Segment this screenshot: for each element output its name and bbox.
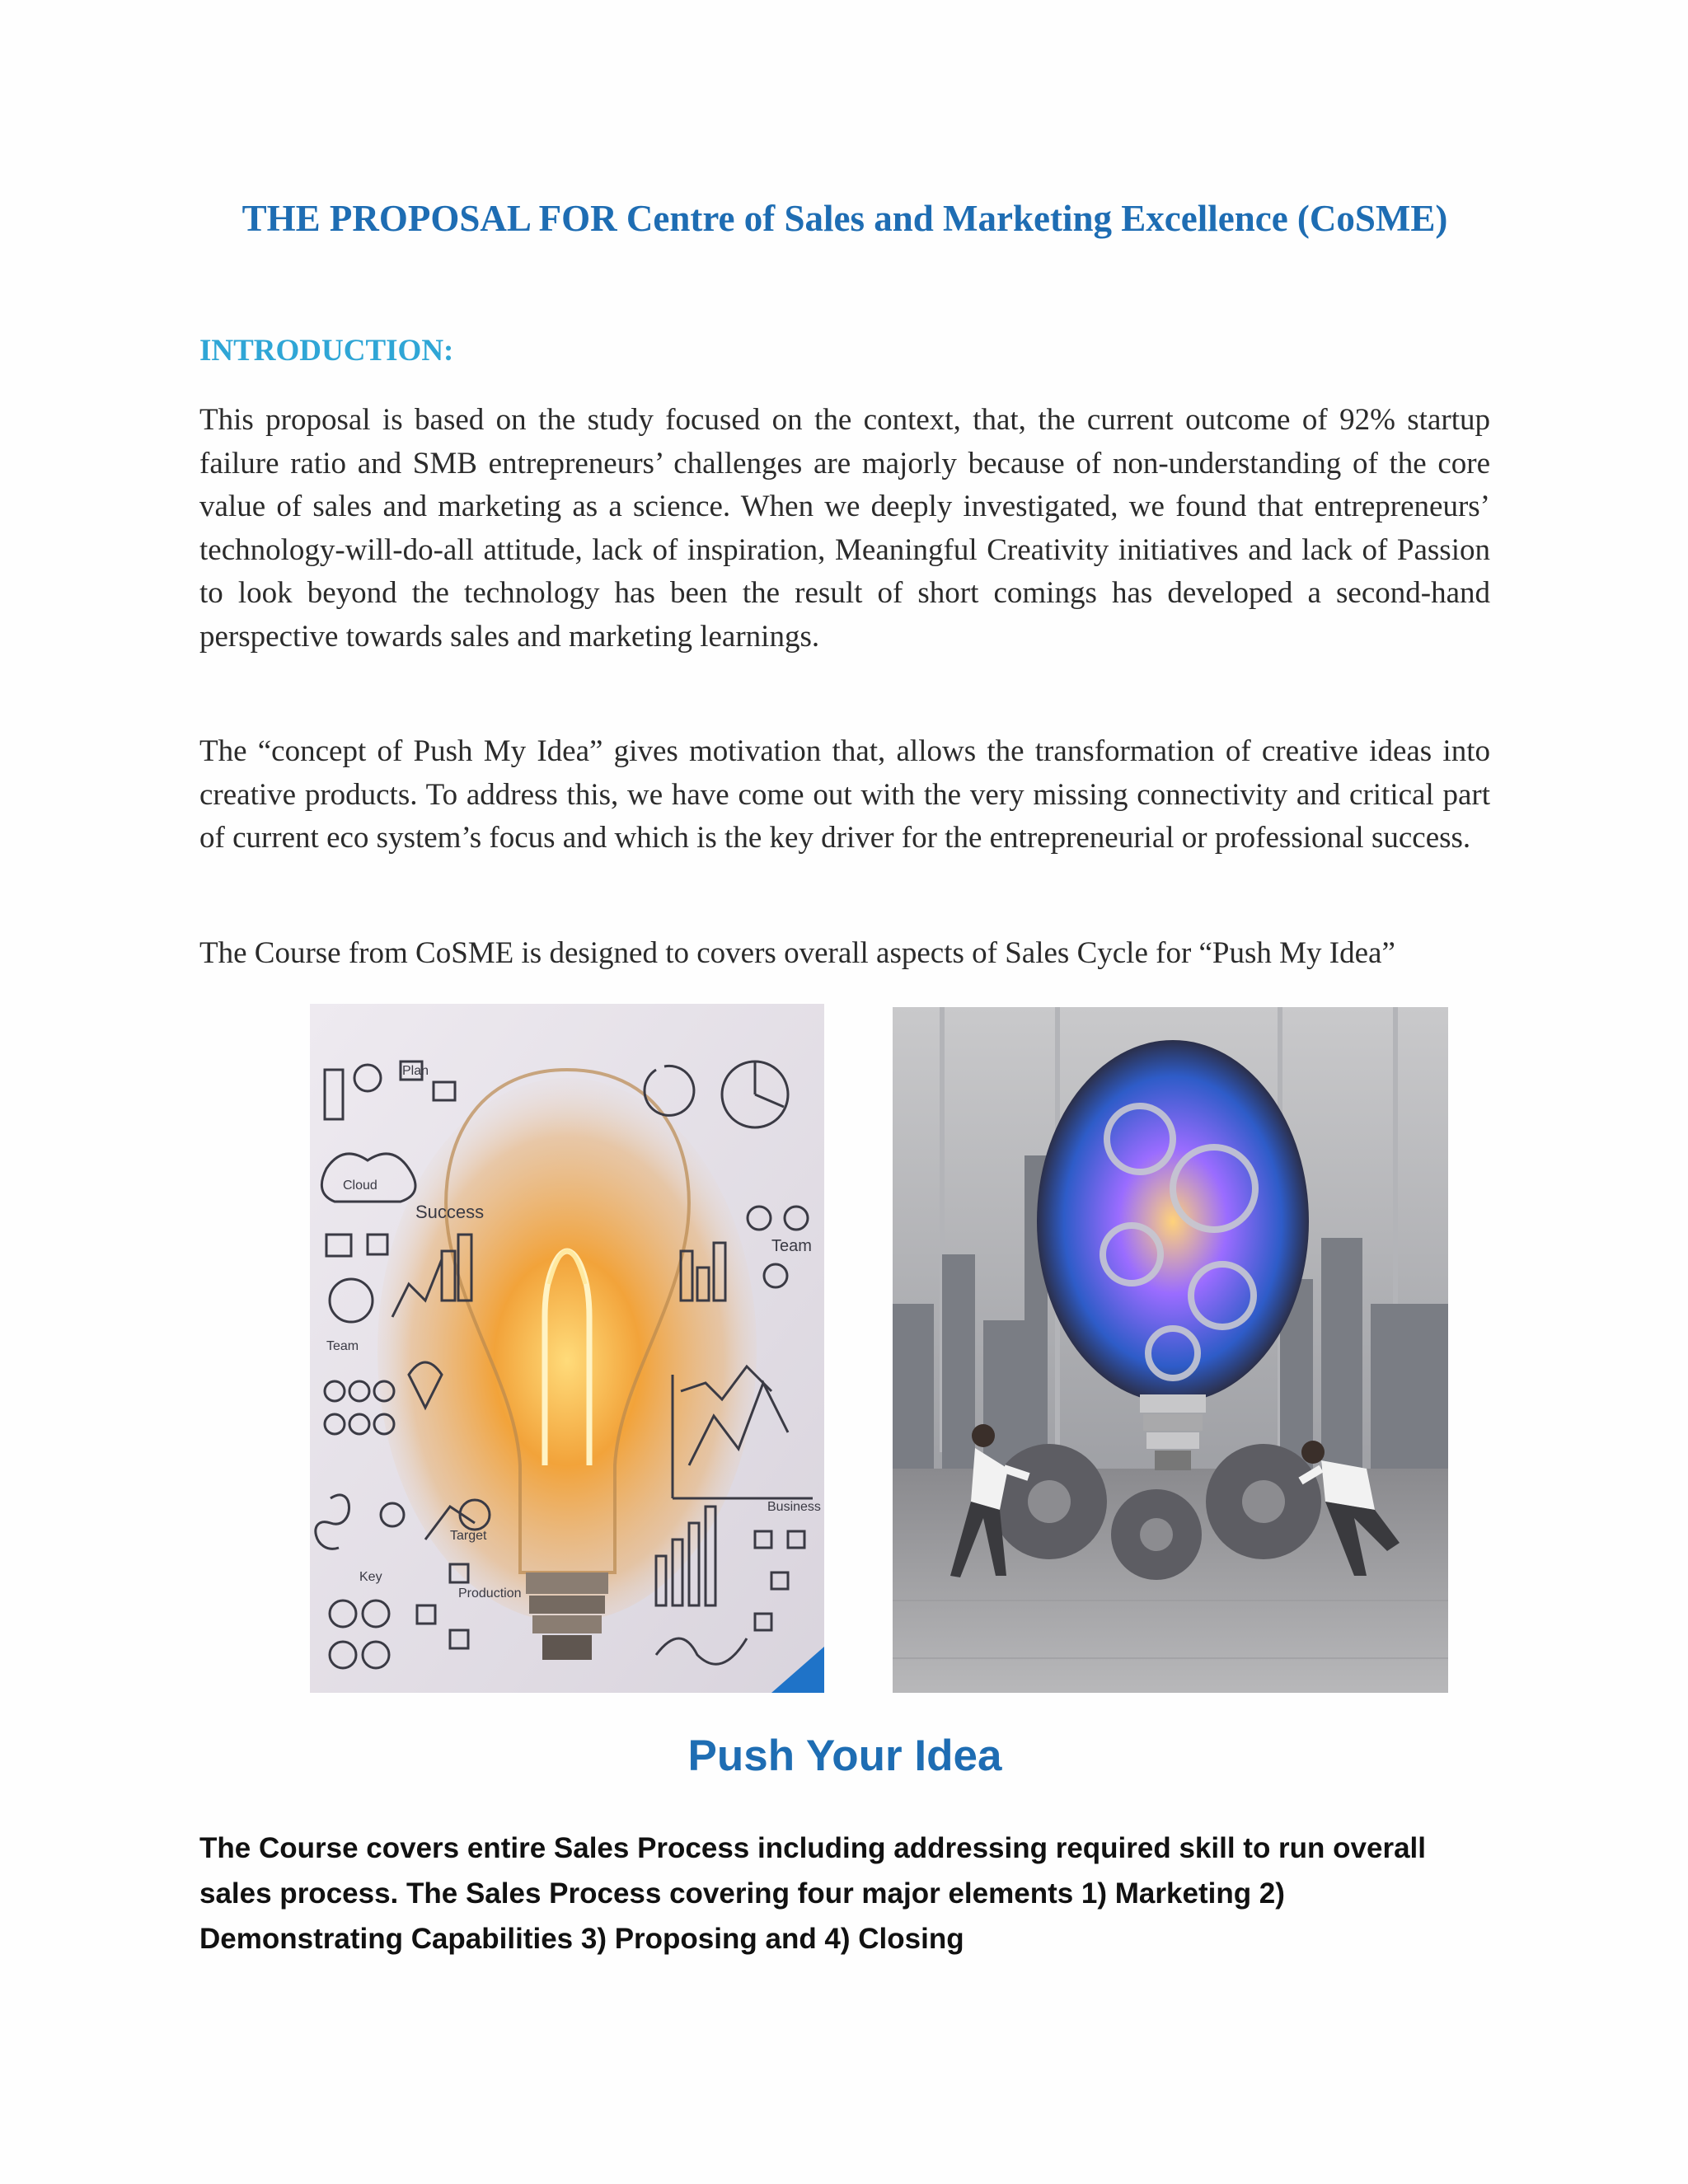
svg-text:Key: Key	[359, 1570, 382, 1584]
intro-paragraph-2: The “concept of Push My Idea” gives motivation that, allows the transformation of creative ideas into creative products. To address this, we have come out with the very missing connectivity and critical part of current eco system’s focus and which is the key driver for the entrepreneurial or professional success.	[199, 734, 1490, 855]
gears-idea-image	[893, 1007, 1448, 1693]
svg-text:Target: Target	[450, 1529, 487, 1543]
course-summary-paragraph: The Course covers entire Sales Process including addressing required skill to run overall sales process. The Sales Process covering four major elements 1) Marketing 2) Demonstrating Capabilities 3) Proposing and 4) Closing	[199, 1832, 1426, 1955]
svg-text:Cloud: Cloud	[343, 1179, 377, 1193]
svg-text:Business: Business	[767, 1500, 821, 1514]
svg-text:Plan: Plan	[402, 1064, 429, 1078]
svg-text:Team: Team	[771, 1237, 812, 1255]
svg-text:Production: Production	[458, 1586, 522, 1601]
intro-paragraph-3: The Course from CoSME is designed to covers overall aspects of Sales Cycle for “Push My Idea”	[199, 936, 1395, 970]
document-title: THE PROPOSAL FOR Centre of Sales and Marketing Excellence (CoSME)	[241, 198, 1448, 239]
introduction-heading: INTRODUCTION:	[199, 334, 454, 368]
push-your-idea-heading: Push Your Idea	[687, 1732, 1002, 1780]
intro-paragraph-1: This proposal is based on the study focused on the context, that, the current outcome of 92% startup failure ratio and SMB entrepreneurs’ challenges are majorly because of non-understanding of the core value of sales and marketing as a science. When we deeply investigated, we found that entrepreneurs’ technology-will-do-all attitude, lack of inspiration, Meaningful Creativity initiatives and lack of Passion to look beyond the technology has been the result of short comings has developed a second-hand perspective towards sales and marketing learnings.	[199, 403, 1490, 654]
svg-text:Team: Team	[326, 1339, 359, 1353]
svg-text:Success: Success	[415, 1202, 485, 1222]
lightbulb-sketch-image	[310, 1004, 824, 1693]
